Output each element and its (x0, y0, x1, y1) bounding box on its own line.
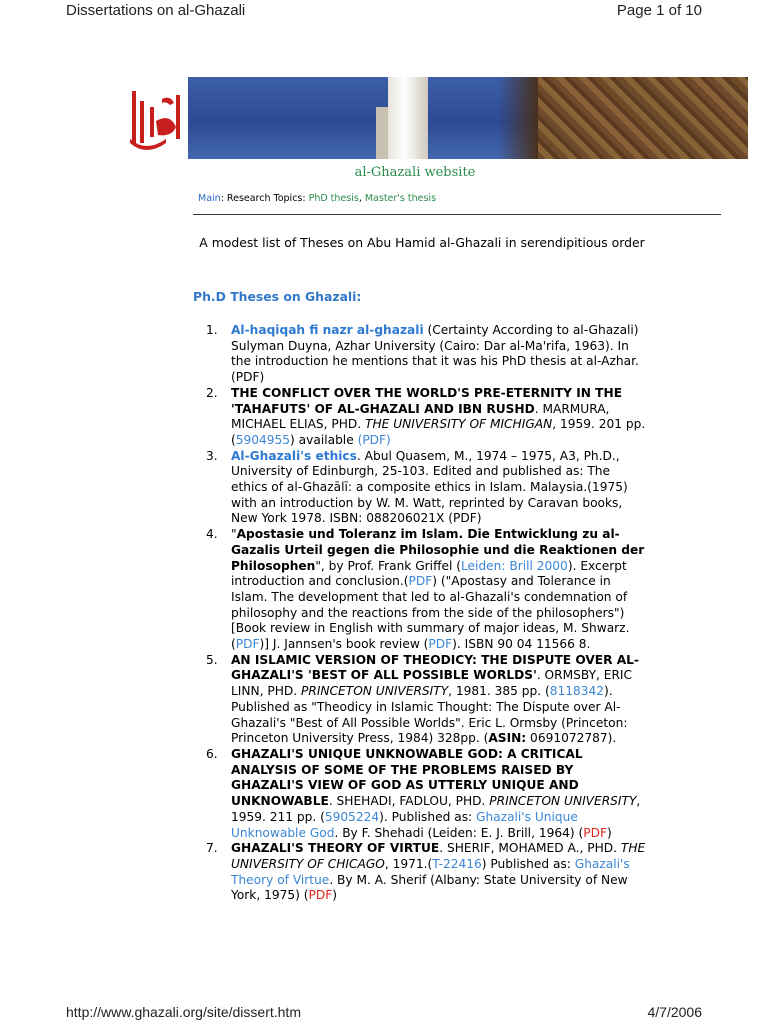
thesis-title-link[interactable]: Al-haqiqah fi nazr al-ghazali (231, 323, 424, 337)
section-heading: Ph.D Theses on Ghazali: (193, 289, 362, 304)
document-title: Dissertations on al-Ghazali (66, 2, 246, 19)
item-text: (Certainty According to al-Ghazali) Sulyman Duyna, Azhar University (Cairo: Dar al-Ma'rifa, 1963). In the introduction he mentions that it was his PhD thesis at al-Azhar. (PDF) (231, 323, 639, 385)
list-item (206, 841, 647, 904)
thesis-title: Apostasie und Toleranz im Islam. Die Entwicklung zu al-Gazalis Urteil gegen die Philosophie und die Reaktionen der Philosophen (231, 527, 645, 573)
item-text: ", by Prof. Frank Griffel ( (315, 558, 461, 573)
institution: PRINCETON UNIVERSITY (301, 684, 449, 699)
list-item (206, 385, 647, 449)
nav-phd-link[interactable]: PhD thesis (308, 193, 359, 204)
item-text: 0691072787). (526, 731, 617, 746)
institution: THE UNIVERSITY OF MICHIGAN (365, 417, 553, 432)
site-banner (126, 77, 748, 159)
item-number: 7. (206, 841, 218, 856)
pdf-link[interactable]: PDF (583, 825, 607, 840)
thesis-title: GHAZALI'S UNIQUE UNKNOWABLE GOD: A CRITICAL ANALYSIS OF SOME OF THE PROBLEMS RAISED BY GHAZALI'S VIEW OF GOD AS UTTERLY UNIQUE AND UNKNOWABLE (231, 746, 583, 809)
list-item (206, 323, 647, 386)
item-text: . SHERIF, MOHAMED A., PHD. (439, 841, 621, 856)
item-text: . By F. Shehadi (Leiden: E. J. Brill, 1964) ( (334, 825, 584, 840)
thesis-title-link[interactable]: Al-Ghazali's ethics (231, 448, 357, 463)
asin-label: ASIN: (488, 731, 527, 746)
item-text: )] J. Jannsen's book review ( (259, 637, 429, 652)
page-number: Page 1 of 10 (616, 2, 702, 19)
umi-number-link[interactable]: 5904955 (235, 432, 291, 447)
book-link[interactable]: Ghazali's Theory of Virtue (231, 856, 630, 887)
thesis-title: AN ISLAMIC VERSION OF THEODICY: THE DISPUTE OVER AL-GHAZALI'S 'BEST OF ALL POSSIBLE WORLDS' (231, 652, 639, 683)
item-number: 2. (206, 385, 218, 400)
banner-sky (188, 77, 538, 159)
banner-ornate-ceiling (538, 77, 748, 159)
pdf-link[interactable]: PDF (308, 888, 333, 903)
pdf-link[interactable]: PDF (235, 637, 260, 652)
item-text: , 1959. 201 pp. ( (231, 417, 646, 447)
thesis-title: THE CONFLICT OVER THE WORLD'S PRE-ETERNITY IN THE 'TAHAFUTS' OF AL-GHAZALI AND IBN RUSHD (231, 385, 623, 416)
item-text: " (231, 527, 237, 542)
publisher-link[interactable]: Leiden: Brill 2000 (460, 558, 568, 573)
item-text: ) (606, 825, 612, 840)
print-footer (66, 1004, 702, 1024)
list-item (206, 527, 647, 653)
item-text: , 1971.( (384, 856, 433, 871)
item-number: 5. (206, 652, 218, 667)
page-url: http://www.ghazali.org/site/dissert.htm (66, 1004, 301, 1020)
item-text: ) (332, 888, 338, 903)
catalog-number-link[interactable]: T-22416 (432, 856, 482, 871)
thesis-list (206, 323, 647, 904)
divider (193, 214, 721, 215)
institution: PRINCETON UNIVERSITY (489, 794, 637, 809)
item-text: . SHEHADI, FADLOU, PHD. (328, 794, 490, 809)
item-text: , 1981. 385 pp. ( (448, 684, 550, 699)
nav-research-label: Research Topics: (226, 193, 306, 204)
pdf-link[interactable]: PDF (408, 574, 433, 589)
thesis-title: GHAZALI'S THEORY OF VIRTUE (231, 841, 440, 856)
list-item (206, 746, 647, 841)
nav-masters-link[interactable]: Master's thesis (364, 193, 437, 204)
item-text: ). Published as "Theodicy in Islamic Thought: The Dispute over Al-Ghazali's "Best of All Possible Worlds". Eric L. Ormsby (Princeton: Princeton University Press, 1984) 328pp. ( (231, 684, 628, 746)
item-number: 3. (206, 448, 218, 463)
pdf-link[interactable]: (PDF) (357, 432, 391, 447)
umi-number-link[interactable]: 8118342 (549, 684, 605, 699)
item-text: ). Published as: (379, 809, 477, 824)
nav-main-link[interactable]: Main (198, 193, 221, 204)
item-text: . MARMURA, MICHAEL ELIAS, PHD. (231, 401, 610, 432)
list-item (206, 448, 647, 528)
print-header (66, 2, 702, 22)
site-title[interactable]: al-Ghazali website (354, 165, 476, 180)
item-text: ) ("Apostasy and Tolerance in Islam. The development that led to al-Ghazali's condemnation of philosophy and the reactions from the side of the philosophers") [Book review in English with summary of major ideas, M. Shwarz. ( (231, 574, 630, 652)
print-date: 4/7/2006 (647, 1004, 702, 1020)
al-ghazali-logo (126, 77, 188, 159)
banner-minaret (388, 77, 428, 159)
item-text: , 1959. 211 pp. ( (231, 794, 641, 824)
item-text: . ORMSBY, ERIC LINN, PHD. (231, 668, 633, 699)
item-text: ). Excerpt introduction and conclusion.( (231, 558, 627, 589)
institution: THE UNIVERSITY OF CHICAGO (231, 841, 646, 871)
pdf-link[interactable]: PDF (428, 637, 453, 652)
item-text: ). ISBN 90 04 11566 8. (452, 637, 591, 652)
intro-text: A modest list of Theses on Abu Hamid al-Ghazali in serendipitious order (199, 235, 645, 250)
item-text: . By M. A. Sherif (Albany: State University of New York, 1975) ( (231, 872, 628, 903)
book-link[interactable]: Ghazali's Unique Unknowable God (231, 809, 578, 840)
item-text: ) available (290, 432, 358, 447)
list-item (206, 652, 647, 747)
item-text: ) Published as: (481, 856, 575, 871)
banner-tower-shadow (376, 107, 388, 159)
breadcrumb-nav: Main: Research Topics: PhD thesis, Master's thesis (198, 193, 437, 204)
item-number: 4. (206, 527, 218, 542)
item-text: . Abul Quasem, M., 1974 – 1975, A3, Ph.D., University of Edinburgh, 25-103. Edited and published as: The ethics of al-Ghazālī: a composite ethics in Islam. Malaysia.(1975) with an introduction by W. M. Watt, reprinted by Caravan books, New York 1978. ISBN: 088206021X (PDF) (231, 448, 628, 526)
umi-number-link[interactable]: 5905224 (324, 809, 380, 824)
item-number: 6. (206, 746, 218, 761)
item-number: 1. (206, 323, 218, 337)
